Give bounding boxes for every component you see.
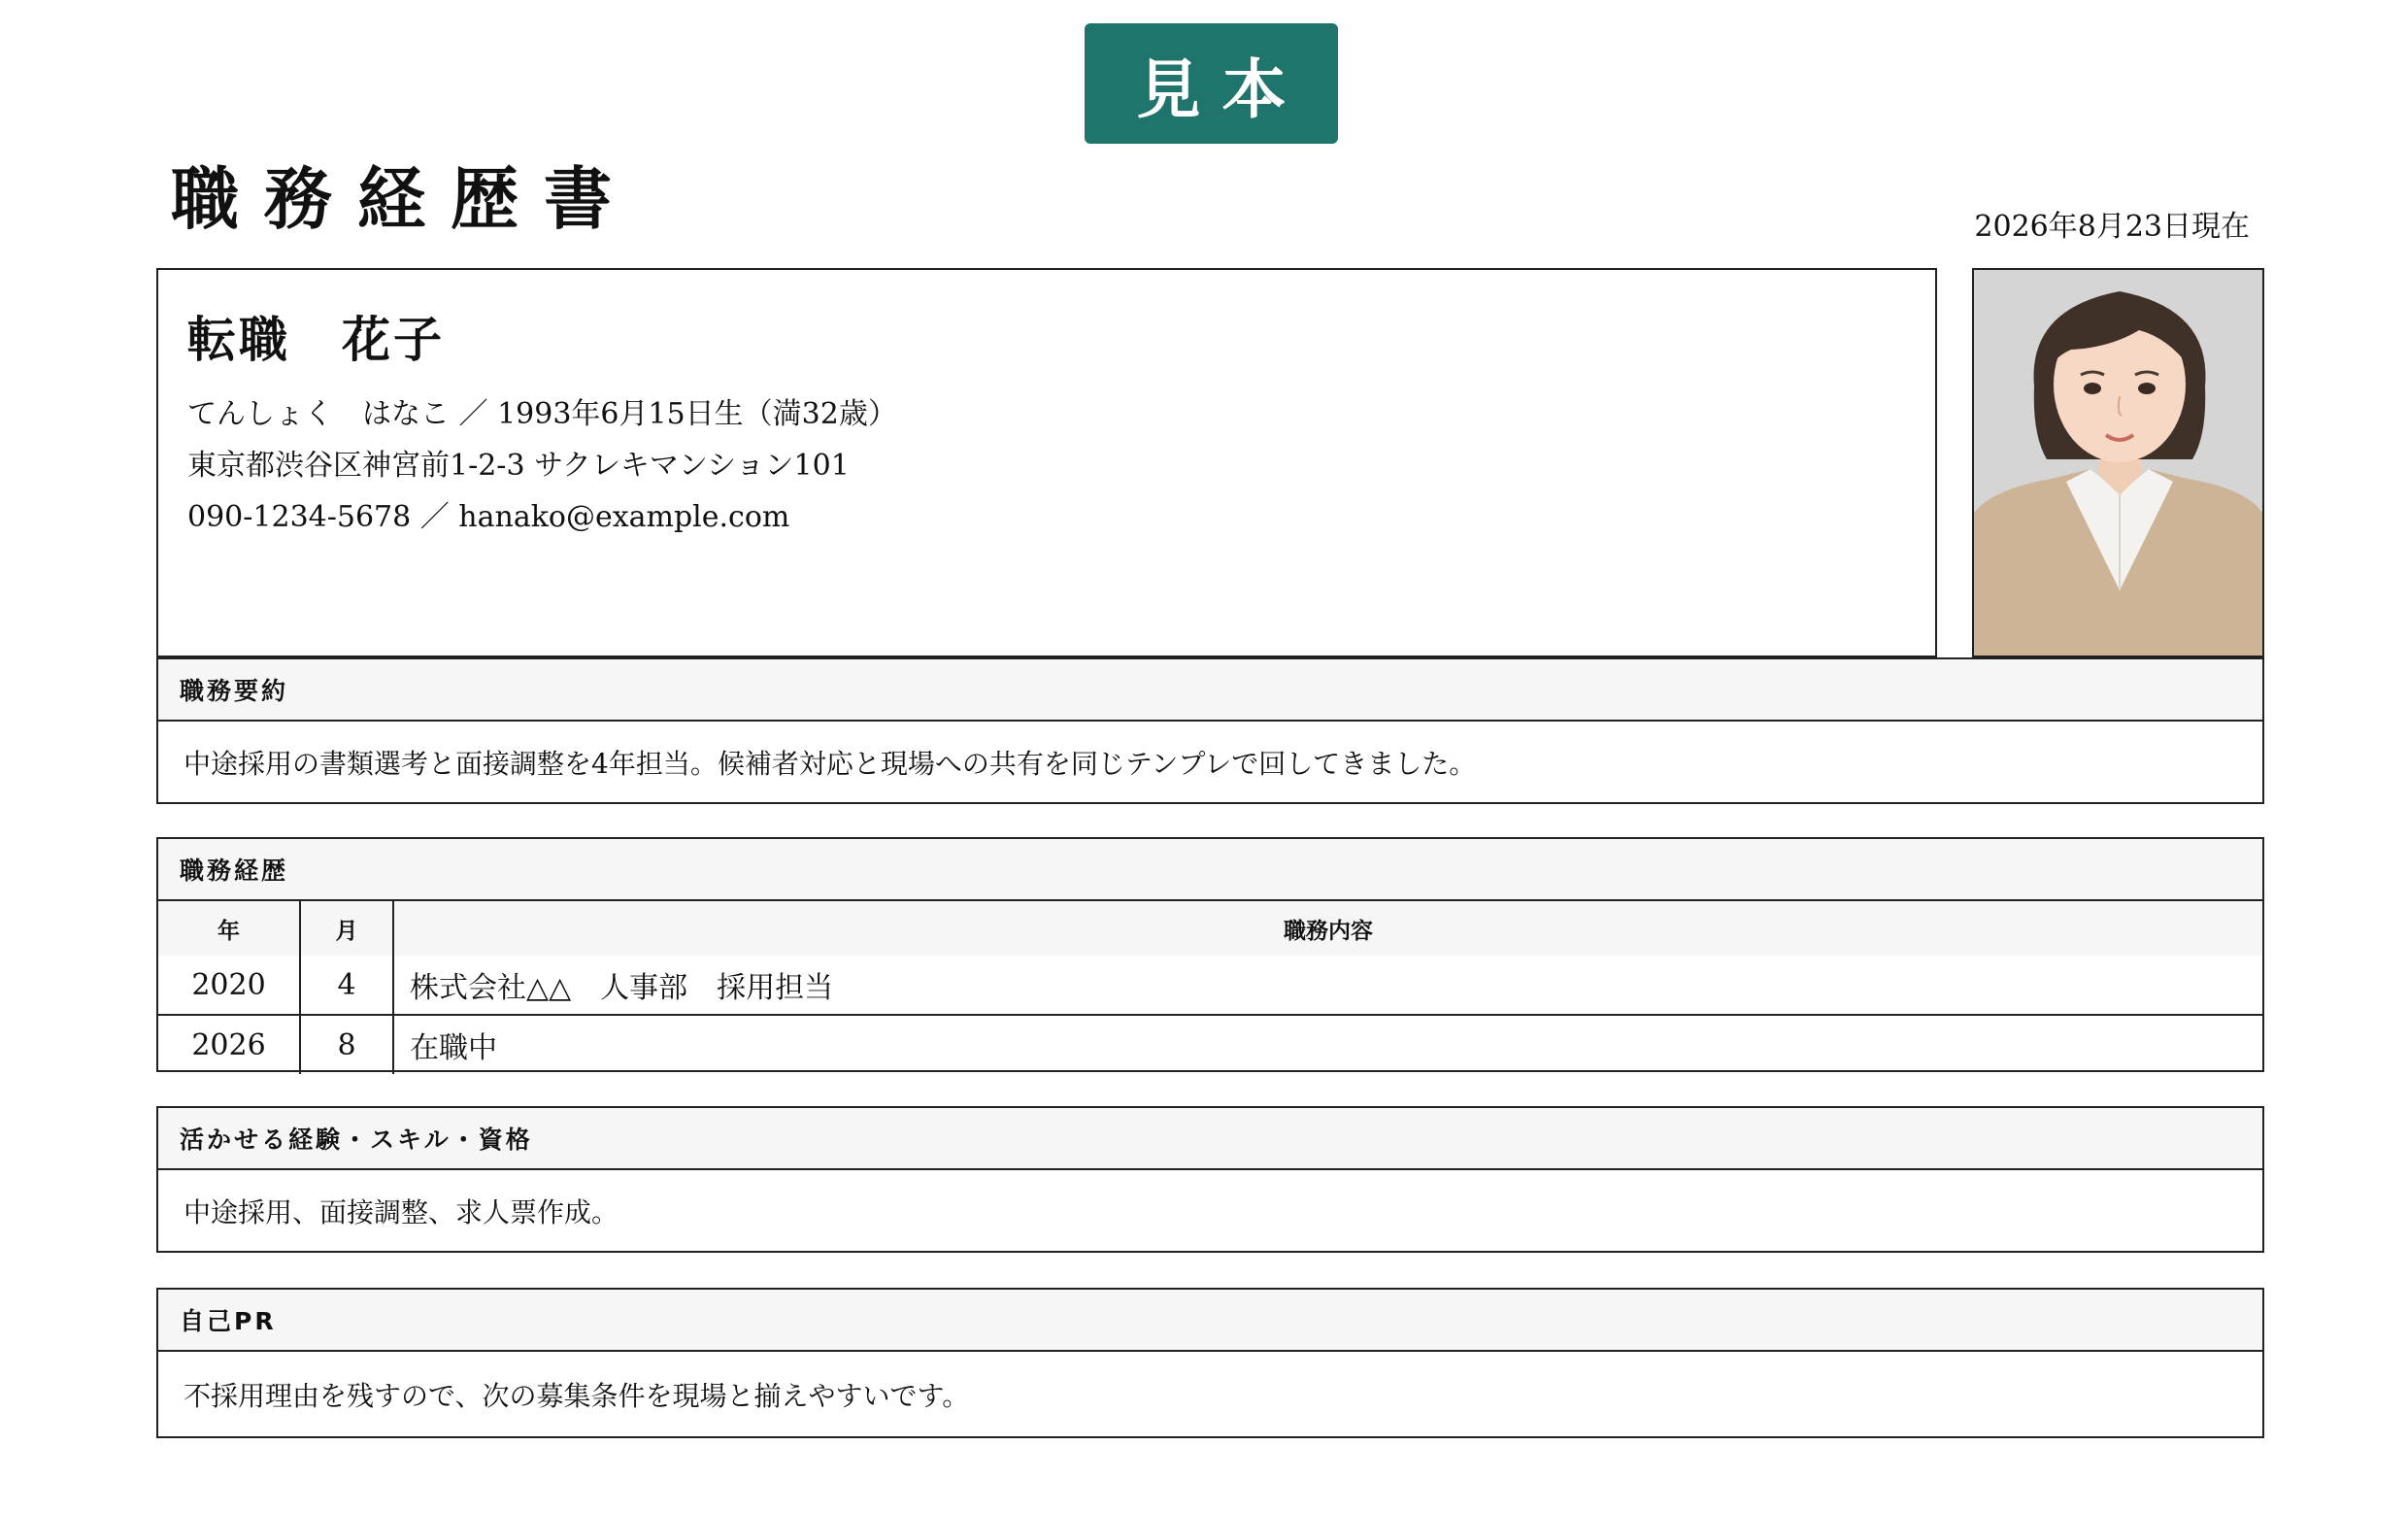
history-section: [156, 837, 2264, 1072]
row-year: 2026: [158, 1015, 300, 1074]
skills-text: 中途採用、面接調整、求人票作成。: [184, 1195, 619, 1228]
furigana-birthdate: てんしょく はなこ ／ 1993年6月15日生（満32歳）: [187, 397, 897, 431]
column-month: 月: [300, 901, 393, 956]
full-name: 転職 花子: [187, 311, 445, 368]
history-table-header-row: [158, 901, 2262, 956]
self-pr-section: [156, 1288, 2264, 1438]
history-header: 職務経歴: [158, 839, 2262, 901]
summary-section: [156, 657, 2264, 804]
row-content: 在職中: [393, 1015, 2262, 1074]
row-content: 株式会社△△ 人事部 採用担当: [410, 971, 834, 1005]
address: 東京都渋谷区神宮前1-2-3 サクレキマンション101: [187, 449, 850, 483]
column-content: 職務内容: [393, 901, 2262, 956]
profile-box: [156, 268, 1937, 657]
self-pr-header: 自己PR: [158, 1290, 2262, 1352]
summary-header: 職務要約: [158, 659, 2262, 722]
portrait-illustration: [1974, 270, 2262, 656]
history-table: [158, 901, 2262, 1074]
id-photo: [1972, 268, 2264, 657]
summary-text: 中途採用の書類選考と面接調整を4年担当。候補者対応と現場への共有を同じテンプレで回してきました。: [184, 747, 1477, 780]
skills-section: [156, 1106, 2264, 1253]
sample-stamp: 見本: [1085, 23, 1338, 144]
self-pr-text: 不採用理由を残すので、次の募集条件を現場と揃えやすいです。: [184, 1379, 970, 1412]
document-title: 職務経歴書: [171, 158, 637, 239]
row-month: 8: [300, 1015, 393, 1074]
as-of-date: 2026年8月23日現在: [1974, 210, 2250, 244]
table-row: [158, 1015, 2262, 1074]
row-year: 2020: [158, 956, 300, 1015]
row-month: 4: [300, 956, 393, 1015]
contact-info: 090-1234-5678 ／ hanako@example.com: [187, 500, 790, 534]
column-year: 年: [158, 901, 300, 956]
table-row: [158, 956, 2262, 1015]
skills-header: 活かせる経験・スキル・資格: [158, 1108, 2262, 1170]
